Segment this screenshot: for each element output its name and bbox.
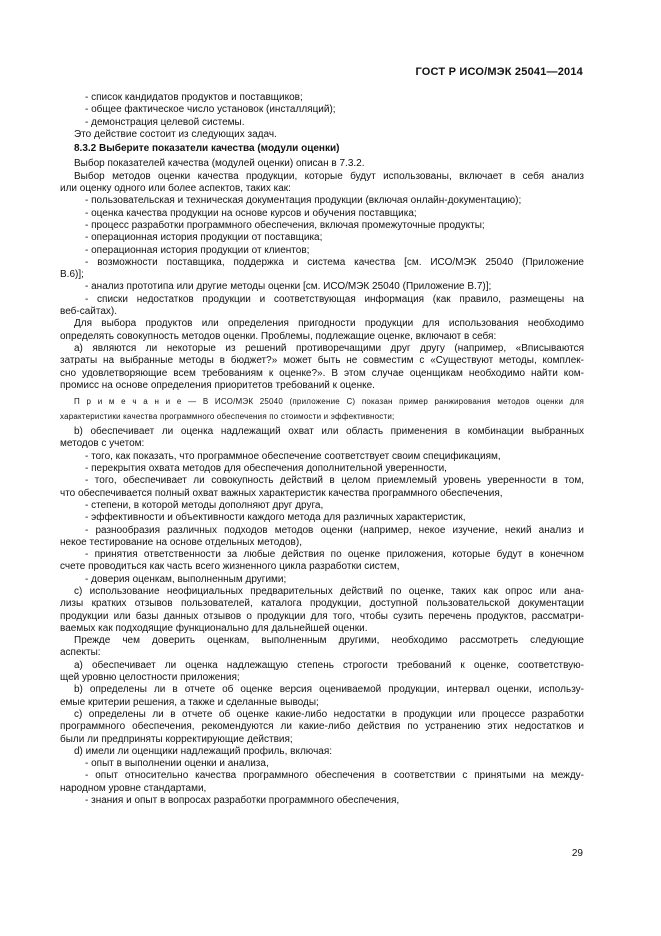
text-line: с) использование неофициальных предварительных действий по оценке, таких как опрос или ана-	[74, 585, 584, 597]
text-line: продукции или базы данных отзывов о продукции для того, чтобы сузить перечень продуктов, рассматри-	[60, 610, 584, 622]
text-line: емые критерии решения, а также и сделанные выводы;	[60, 696, 319, 708]
text-line: Это действие состоит из следующих задач.	[74, 128, 277, 140]
text-line: Для выбора продуктов или определения пригодности продукции для использования необходимо	[74, 318, 584, 330]
text-line: веб-сайтах).	[60, 306, 117, 318]
text-line: определять совокупность методов оценки. Проблемы, подлежащие оценке, включают в себя:	[60, 330, 497, 342]
text-line: - процесс разработки программного обеспечения, включая промежуточные продукты;	[85, 219, 485, 231]
text-line: - эффективности и объективности каждого метода для различных характеристик,	[85, 512, 466, 524]
text-line: народном уровне стандартами,	[60, 782, 207, 794]
text-line: - разнообразия различных подходов методов оценки (например, некое изучение, некий анализ и	[85, 524, 584, 536]
text-line: Выбор показателей качества (модулей оценки) описан в 7.3.2.	[74, 158, 365, 170]
text-line: - опыт в выполнении оценки и анализа,	[85, 758, 269, 770]
text-line: - того, обеспечивает ли совокупность действий в целом приемлемый уровень уверенности в том,	[85, 475, 584, 487]
text-line: щей уровню целостности приложения;	[60, 672, 240, 684]
text-line: - степени, в которой методы дополняют друг друга,	[85, 499, 324, 511]
text-line: - принятия ответственности за любые действия по оценке приложения, которые будут в конечном	[85, 549, 584, 561]
text-line: что обеспечивается полный охват важных характеристик качества программного обеспечения,	[60, 487, 503, 499]
text-line: d) имели ли оценщики надлежащий профиль, включая:	[74, 745, 333, 757]
text-line: В.6)];	[60, 269, 84, 281]
text-line: - возможности поставщика, поддержка и система качества [см. ИСО/МЭК 25040 (Приложение	[85, 256, 584, 268]
text-line: - операционная история продукции от клиентов;	[85, 244, 310, 256]
text-line: - доверия оценкам, выполненным другими;	[85, 573, 287, 585]
text-line: лизы кратких отзывов пользователей, каталога продукции, доступной пользовательской документации	[60, 598, 584, 610]
text-line: - перекрытия охвата методов для обеспечения дополнительной уверенности,	[85, 463, 447, 475]
text-line: - демонстрация целевой системы.	[85, 116, 245, 128]
text-line: Прежде чем доверить оценкам, выполненным другими, необходимо рассмотреть следующие	[74, 635, 584, 647]
text-line: сно удовлетворяющие всем требованиям к оценке?». В этом случае оценщикам необходимо найти ком-	[60, 367, 584, 379]
page-number: 29	[571, 848, 583, 859]
text-line: программного обеспечения, рекомендуются ли какие-либо действия по устранению этих недостатков и	[60, 721, 584, 733]
text-line: b) определены ли в отчете об оценке версия оцениваемой продукции, интервал оценки, использу-	[74, 684, 584, 696]
text-line: некое тестирование на основе отдельных методов),	[60, 536, 302, 548]
text-line: Выбор методов оценки качества продукции, которые будут использованы, включает в себя анализ	[74, 170, 584, 182]
document-header: ГОСТ Р ИСО/МЭК 25041—2014	[415, 66, 583, 78]
text-line: методов с учетом:	[60, 438, 145, 450]
text-line: - опыт относительно качества программного обеспечения в соответствии с принятыми на между-	[85, 770, 584, 782]
text-line: аспекты:	[60, 647, 101, 659]
text-line: - операционная история продукции от поставщика;	[85, 232, 323, 244]
text-line: - пользовательская и техническая документация продукции (включая онлайн-документацию);	[85, 195, 522, 207]
text-line: - оценка качества продукции на основе курсов и обучения поставщика;	[85, 207, 417, 219]
text-line: счете проводиться как часть всего жизненного цикла разработки систем,	[60, 561, 400, 573]
text-line: - списки недостатков продукции и соответствующая информация (как правило, размещены на	[85, 293, 584, 305]
text-line: были ли предприняты корректирующие действия;	[60, 733, 293, 745]
text-line: - список кандидатов продуктов и поставщиков;	[85, 92, 303, 103]
text-line: ваемых как подходящие функционально для дальнейшей оценки.	[60, 622, 368, 634]
section-heading: 8.3.2 Выберите показатели качества (модули оценки)	[74, 143, 340, 155]
text-line: - того, как показать, что программное обеспечение соответствует своим спецификациям,	[85, 450, 501, 462]
text-line: - анализ прототипа или другие методы оценки [см. ИСО/МЭК 25040 (Приложение В.7)];	[85, 281, 492, 293]
text-line: промисс на основе определения приоритетов требований к оценке.	[60, 379, 375, 391]
note-line: характеристики качества программного обеспечения по стоимости и эффективности;	[60, 412, 395, 422]
text-line: - знания и опыт в вопросах разработки программного обеспечения,	[85, 795, 400, 807]
text-line: b) обеспечивает ли оценка надлежащий охват или область применения в комбинации выбранных	[74, 426, 584, 438]
document-body	[60, 92, 584, 807]
text-line: - общее фактическое число установок (инсталляций);	[85, 104, 336, 116]
note-line: П р и м е ч а н и е — В ИСО/МЭК 25040 (приложение С) показан пример ранжирования методов оценки для	[74, 397, 584, 407]
text-line: с) определены ли в отчете об оценке какие-либо недостатки в продукции или процессе разработки	[74, 708, 584, 720]
text-line: затраты на выбранные методы в бюджет?» может быть не совместим с «Существуют методы, комплек-	[60, 355, 584, 367]
text-line: а) являются ли некоторые из решений противоречащими друг другу (например, «Вписываются	[74, 342, 584, 354]
text-line: или оценку одного или более аспектов, таких как:	[60, 183, 291, 195]
text-line: а) обеспечивает ли оценка надлежащую степень строгости требований к оценке, соответствую-	[74, 659, 584, 671]
